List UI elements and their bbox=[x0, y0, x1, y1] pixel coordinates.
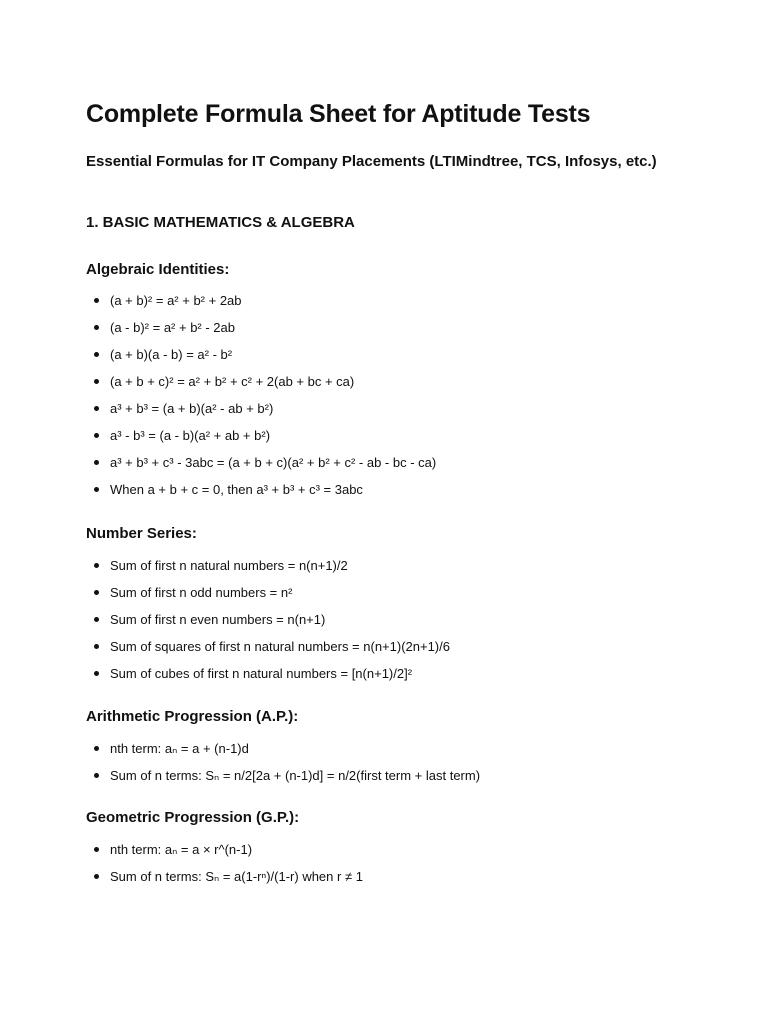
bullet-icon bbox=[94, 325, 99, 330]
list-item bbox=[86, 584, 450, 611]
bullet-icon bbox=[94, 298, 99, 303]
number-series-list bbox=[86, 557, 450, 692]
list-item bbox=[86, 740, 480, 767]
bullet-icon bbox=[94, 433, 99, 438]
list-item bbox=[86, 346, 436, 373]
formula-text: nth term: aₙ = a + (n-1)d bbox=[110, 741, 249, 756]
subsection-heading-number-series: Number Series: bbox=[86, 525, 197, 542]
list-item bbox=[86, 841, 363, 868]
formula-text: Sum of first n even numbers = n(n+1) bbox=[110, 612, 326, 627]
formula-text: (a - b)² = a² + b² - 2ab bbox=[110, 320, 235, 335]
formula-text: Sum of squares of first n natural numbers = n(n+1)(2n+1)/6 bbox=[110, 639, 450, 654]
algebraic-identities-list bbox=[86, 292, 436, 508]
arithmetic-progression-list bbox=[86, 740, 480, 794]
subsection-heading-arithmetic-progression: Arithmetic Progression (A.P.): bbox=[86, 708, 299, 725]
bullet-icon bbox=[94, 773, 99, 778]
formula-text: When a + b + c = 0, then a³ + b³ + c³ = 3abc bbox=[110, 482, 363, 497]
list-item bbox=[86, 427, 436, 454]
list-item bbox=[86, 638, 450, 665]
bullet-icon bbox=[94, 487, 99, 492]
subsection-heading-geometric-progression: Geometric Progression (G.P.): bbox=[86, 809, 300, 826]
list-item bbox=[86, 767, 480, 794]
page-subtitle: Essential Formulas for IT Company Placements (LTIMindtree, TCS, Infosys, etc.) bbox=[86, 153, 657, 170]
section-heading-basic-math: 1. BASIC MATHEMATICS & ALGEBRA bbox=[86, 214, 355, 231]
list-item bbox=[86, 665, 450, 692]
bullet-icon bbox=[94, 617, 99, 622]
formula-text: Sum of n terms: Sₙ = n/2[2a + (n-1)d] = n/2(first term + last term) bbox=[110, 768, 481, 783]
page-title: Complete Formula Sheet for Aptitude Tests bbox=[86, 100, 591, 128]
list-item bbox=[86, 557, 450, 584]
bullet-icon bbox=[94, 847, 99, 852]
bullet-icon bbox=[94, 590, 99, 595]
formula-text: (a + b)(a - b) = a² - b² bbox=[110, 347, 233, 362]
bullet-icon bbox=[94, 460, 99, 465]
formula-text: (a + b + c)² = a² + b² + c² + 2(ab + bc + ca) bbox=[110, 374, 355, 389]
bullet-icon bbox=[94, 406, 99, 411]
formula-text: Sum of n terms: Sₙ = a(1-rⁿ)/(1-r) when r ≠ 1 bbox=[110, 869, 363, 884]
list-item bbox=[86, 400, 436, 427]
list-item bbox=[86, 373, 436, 400]
formula-text: Sum of first n natural numbers = n(n+1)/2 bbox=[110, 558, 348, 573]
list-item bbox=[86, 292, 436, 319]
bullet-icon bbox=[94, 671, 99, 676]
formula-text: Sum of first n odd numbers = n² bbox=[110, 585, 293, 600]
formula-text: a³ - b³ = (a - b)(a² + ab + b²) bbox=[110, 428, 271, 443]
list-item bbox=[86, 868, 363, 895]
list-item bbox=[86, 481, 436, 508]
formula-text: (a + b)² = a² + b² + 2ab bbox=[110, 293, 242, 308]
list-item bbox=[86, 611, 450, 638]
list-item bbox=[86, 319, 436, 346]
formula-text: nth term: aₙ = a × r^(n-1) bbox=[110, 842, 253, 857]
bullet-icon bbox=[94, 746, 99, 751]
bullet-icon bbox=[94, 644, 99, 649]
geometric-progression-list bbox=[86, 841, 363, 895]
formula-text: a³ + b³ = (a + b)(a² - ab + b²) bbox=[110, 401, 274, 416]
formula-text: Sum of cubes of first n natural numbers = [n(n+1)/2]² bbox=[110, 666, 413, 681]
bullet-icon bbox=[94, 379, 99, 384]
formula-text: a³ + b³ + c³ - 3abc = (a + b + c)(a² + b² + c² - ab - bc - ca) bbox=[110, 455, 437, 470]
subsection-heading-algebraic-identities: Algebraic Identities: bbox=[86, 261, 230, 278]
bullet-icon bbox=[94, 563, 99, 568]
bullet-icon bbox=[94, 352, 99, 357]
bullet-icon bbox=[94, 874, 99, 879]
list-item bbox=[86, 454, 436, 481]
